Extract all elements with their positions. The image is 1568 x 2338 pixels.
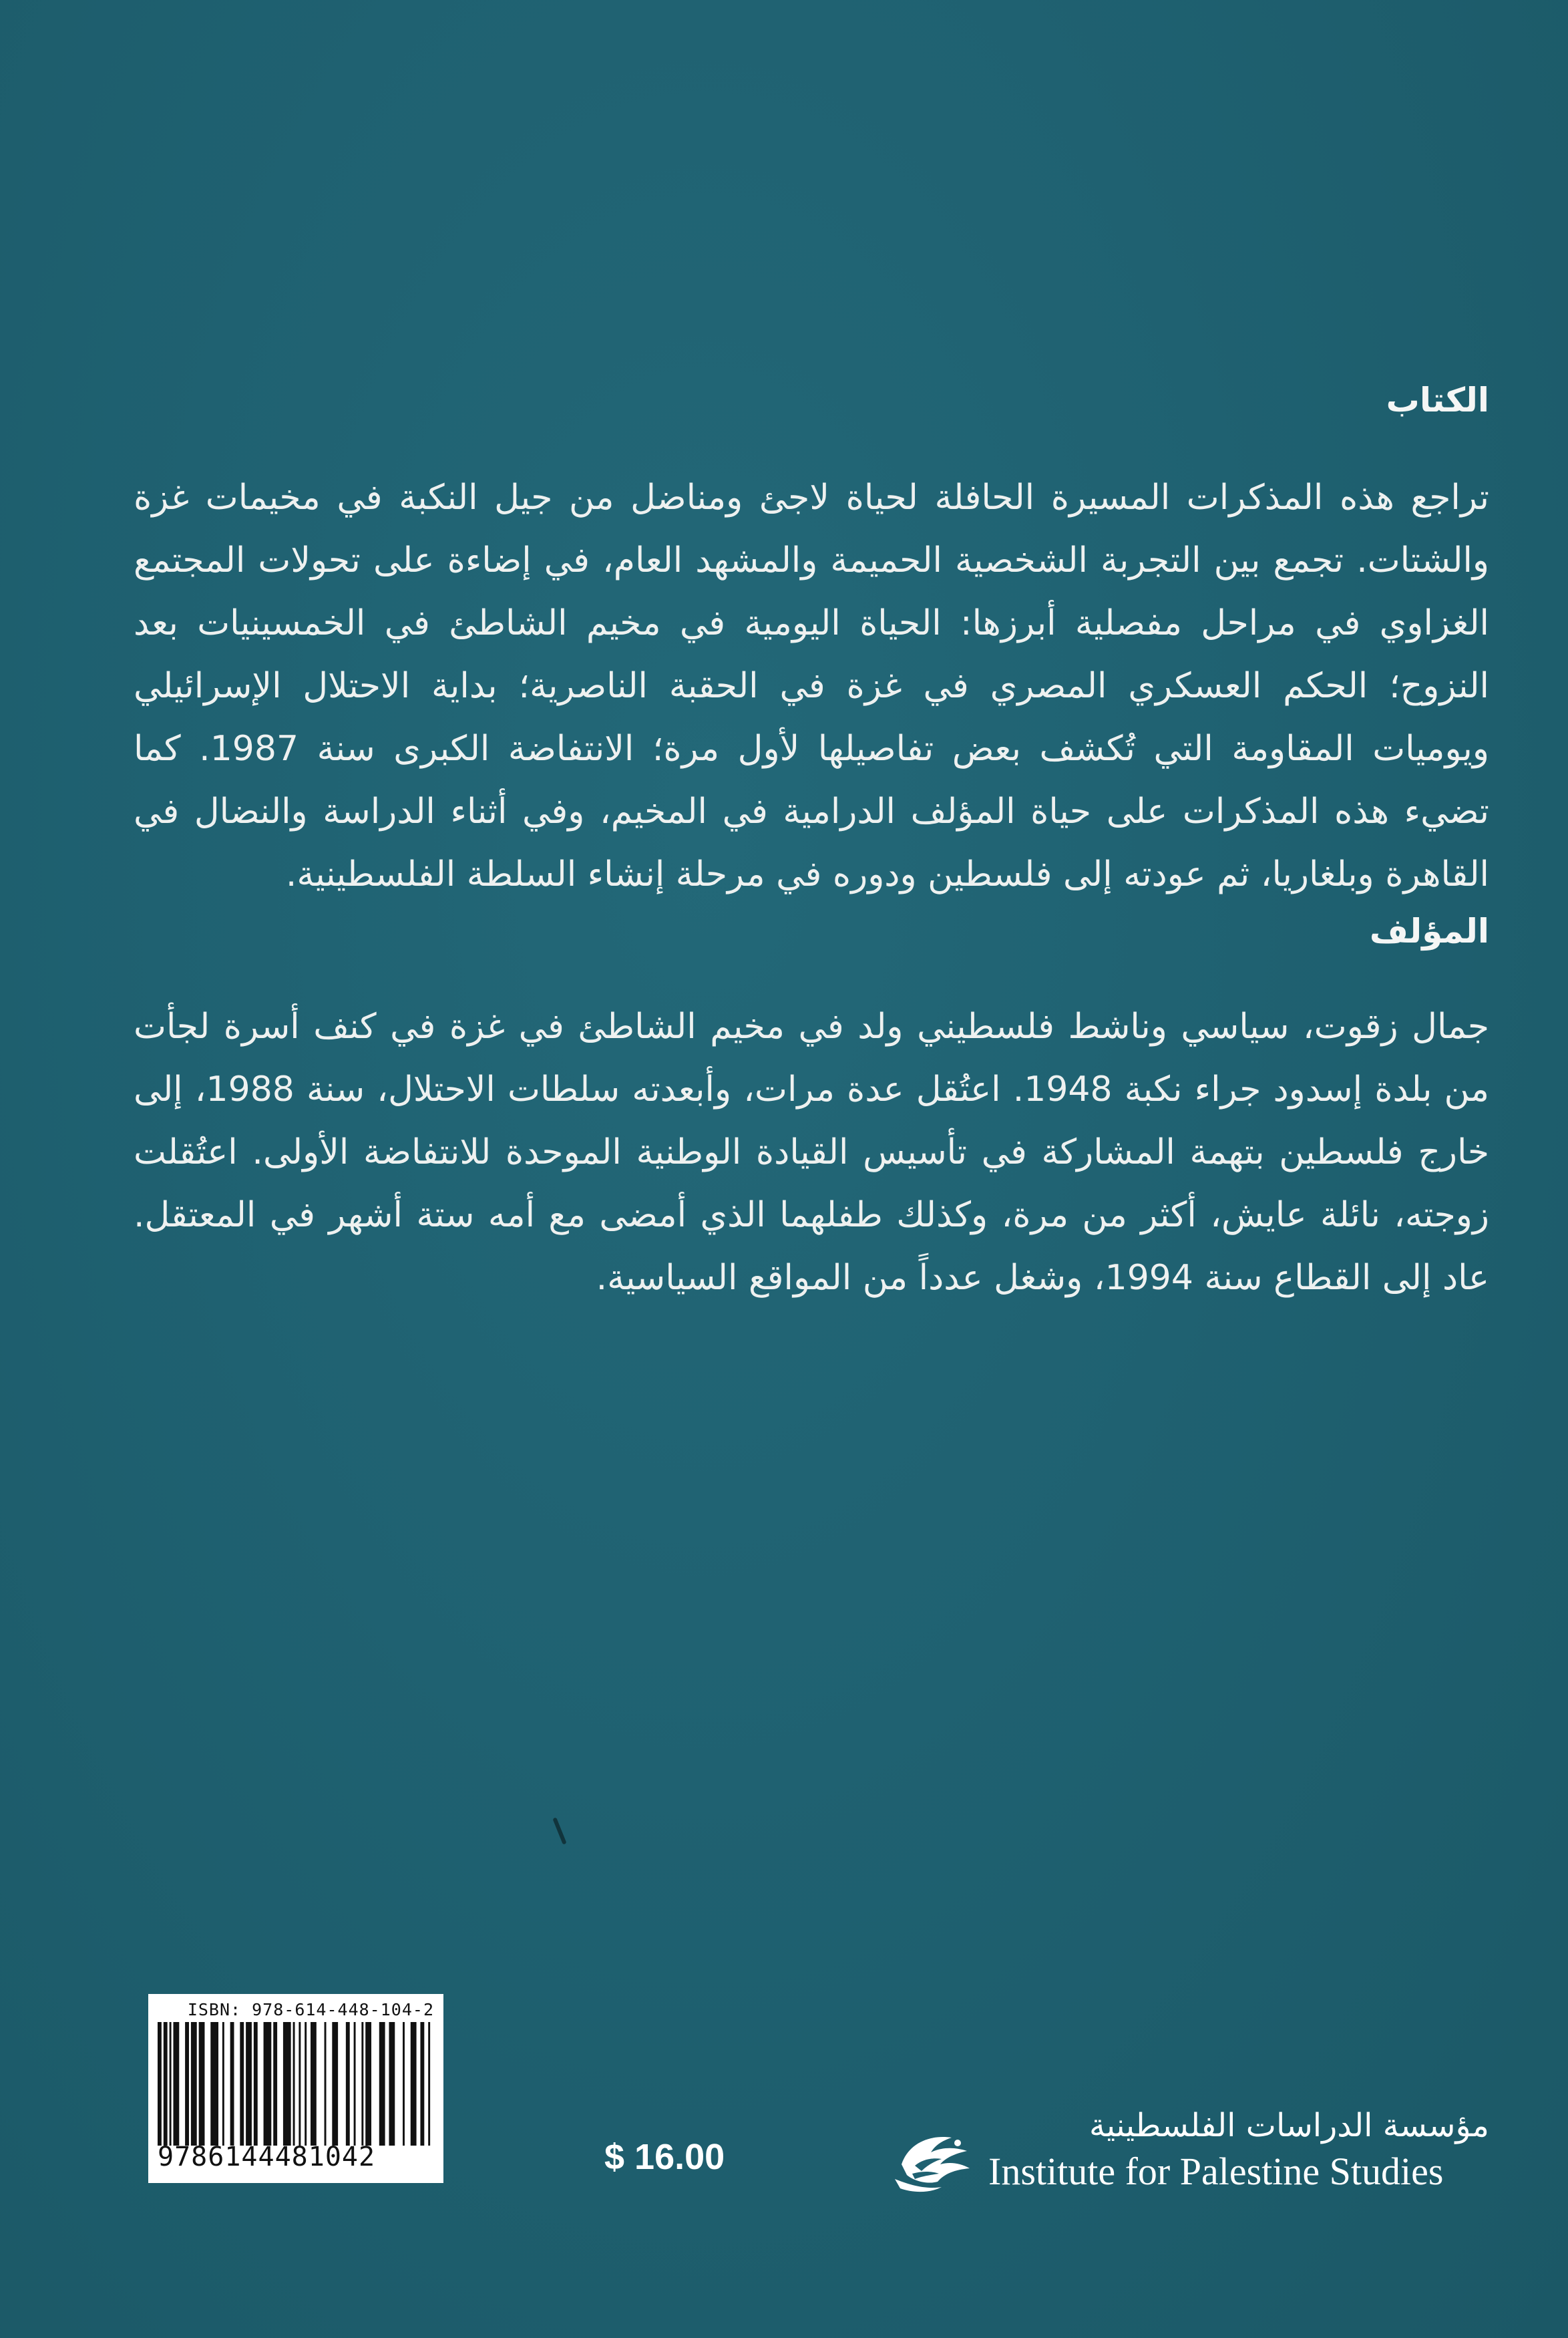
barcode-bar — [361, 2022, 363, 2146]
book-description-text: تراجع هذه المذكرات المسيرة الحافلة لحياة لاجئ ومناضل من جيل النكبة في مخيمات غزة والشتات. تجمع بين التجربة الشخصية الحميمة والمشهد العام، في إضاءة على تحولات المجتمع الغزاوي في مراحل مفصلية أبرزها: الحياة اليومية في مخيم الشاطئ في الخمسينيات بعد النزوح؛ الحكم العسكري المصري في غزة في الحقبة الناصرية؛ بداية الاحتلال الإسرائيلي ويوميات المقاومة التي تُكشف بعض تفاصيلها لأول مرة؛ الانتفاضة الكبرى سنة 1987. كما تضيء هذه المذكرات على حياة المؤلف الدرامية في المخيم، وفي أثناء الدراسة والنضال في القاهرة وبلغاريا، ثم عودته إلى فلسطين ودوره في مرحلة إنشاء السلطة الفلسطينية. — [134, 478, 1489, 894]
barcode-bar — [210, 2022, 218, 2146]
barcode-bar — [273, 2022, 277, 2146]
barcode-bar — [246, 2022, 252, 2146]
barcode-bar — [173, 2022, 179, 2146]
barcode-bar — [411, 2022, 417, 2146]
barcode-digits: 9786144481042 — [158, 2142, 376, 2172]
barcode-bar — [332, 2022, 338, 2146]
price-label: $ 16.00 — [604, 2137, 725, 2177]
ips-dove-logo-icon — [888, 2118, 982, 2198]
book-section-heading: الكتاب — [1386, 381, 1489, 420]
author-bio — [134, 995, 1489, 1309]
isbn-barcode — [148, 1994, 443, 2183]
barcode-bar — [254, 2022, 258, 2146]
barcode-bar — [389, 2022, 395, 2146]
barcode-bar — [240, 2022, 244, 2146]
barcode-bar — [158, 2022, 162, 2146]
publisher-name-arabic: مؤسسة الدراسات الفلسطينية — [1089, 2107, 1489, 2144]
publisher-block — [888, 2104, 1503, 2198]
barcode-bar — [283, 2022, 291, 2146]
barcode-bar — [199, 2022, 205, 2146]
barcode-bars — [158, 2022, 434, 2146]
barcode-bar — [170, 2022, 172, 2146]
barcode-bar — [191, 2022, 197, 2146]
barcode-bar — [403, 2022, 405, 2146]
barcode-bar — [185, 2022, 189, 2146]
barcode-bar — [299, 2022, 301, 2146]
barcode-bar — [305, 2022, 307, 2146]
barcode-bar — [354, 2022, 356, 2146]
publisher-name-english: Institute for Palestine Studies — [988, 2150, 1444, 2193]
author-bio-text: جمال زقوت، سياسي وناشط فلسطيني ولد في مخيم الشاطئ في غزة في كنف أسرة لجأت من بلدة إسدود جراء نكبة 1948. اعتُقل عدة مرات، وأبعدته سلطات الاحتلال، سنة 1988، إلى خارج فلسطين بتهمة المشاركة في تأسيس القيادة الوطنية الموحدة للانتفاضة الأولى. اعتُقلت زوجته، نائلة عايش، أكثر من مرة، وكذلك طفلهما الذي أمضى مع أمه ستة أشهر في المعتقل. عاد إلى القطاع سنة 1994، وشغل عدداً من المواقع السياسية. — [134, 1007, 1489, 1298]
barcode-bar — [420, 2022, 424, 2146]
barcode-bar — [230, 2022, 234, 2146]
barcode-bar — [164, 2022, 168, 2146]
barcode-bar — [264, 2022, 272, 2146]
book-description — [134, 466, 1489, 906]
barcode-bar — [379, 2022, 385, 2146]
author-section-heading: المؤلف — [1369, 912, 1489, 951]
barcode-bar — [325, 2022, 327, 2146]
barcode-bar — [293, 2022, 295, 2146]
print-mark — [552, 1817, 566, 1844]
barcode-bar — [428, 2022, 430, 2146]
isbn-label: ISBN: 978-614-448-104-2 — [187, 2000, 434, 2019]
barcode-bar — [311, 2022, 317, 2146]
barcode-bar — [222, 2022, 224, 2146]
barcode-bar — [346, 2022, 350, 2146]
barcode-bar — [365, 2022, 371, 2146]
